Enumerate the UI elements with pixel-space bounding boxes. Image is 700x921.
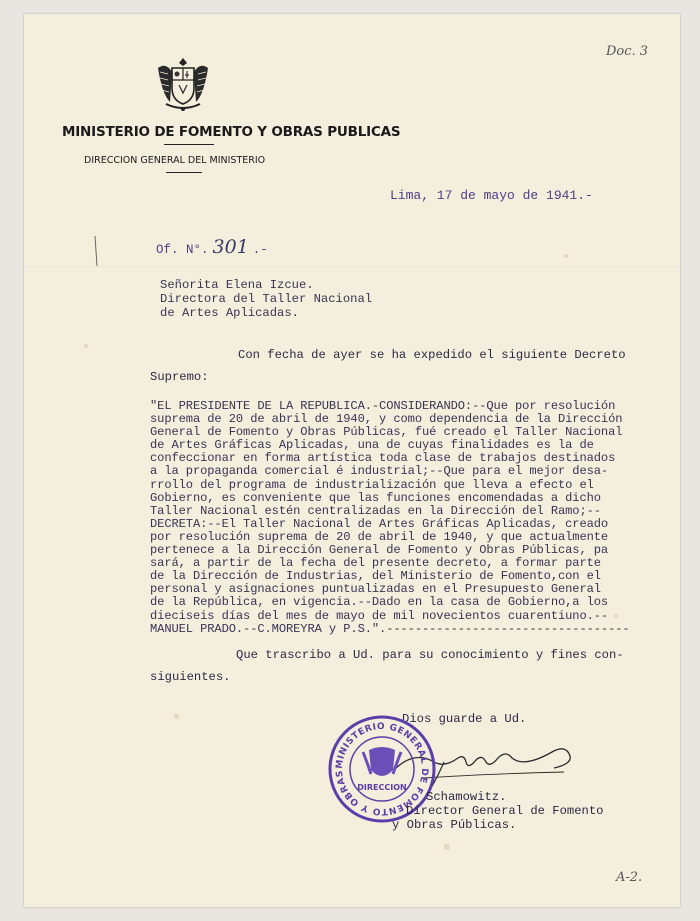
stamp-center-text: DIRECCION	[357, 783, 407, 792]
salutation: Dios guarde a Ud.	[402, 712, 527, 726]
foxing-spot	[564, 254, 568, 258]
directorate-name: DIRECCION GENERAL DEL MINISTERIO	[84, 155, 266, 166]
foxing-spot	[174, 714, 179, 719]
decree-line: a la propaganda comercial é industrial;--Que para el mejor desa-	[150, 464, 609, 479]
coat-of-arms-icon	[152, 54, 214, 116]
decree-line: General de Fomento y Obras Públicas, fué creado el Taller Nacional	[150, 425, 623, 440]
decree-line: rrollo del programa de industrialización que lleva a efecto el	[150, 477, 594, 492]
stamp-ring-text: MINISTERIO GENERAL DE FOMENTO Y OBRAS	[334, 721, 430, 817]
decree-line: MANUEL PRADO.--C.MOREYRA y P.S.".----------------------------------	[150, 621, 630, 636]
closing-line: siguientes.	[150, 670, 231, 684]
oficio-handwritten-number: 301	[212, 236, 249, 258]
foxing-spot	[84, 344, 88, 348]
decree-line: de la República, en vigencia.--Dado en la casa de Gobierno,a los	[150, 595, 609, 610]
oficio-suffix: .-	[252, 243, 268, 257]
decree-line: suprema de 20 de abril de 1940, y como dependencia de la Dirección	[150, 412, 623, 427]
oficio-number	[156, 236, 268, 258]
letterhead-divider	[166, 172, 202, 173]
closing-line: Que trascribo a Ud. para su conocimiento y fines con-	[236, 648, 624, 662]
decree-line: Gobierno, es conveniente que las funciones encomendadas a dicho	[150, 490, 601, 505]
recipient-line: de Artes Aplicadas.	[160, 306, 299, 320]
decree-line: de la Dirección de Industrias, del Ministerio de Fomento,con el	[150, 569, 601, 584]
decree-text	[150, 400, 670, 636]
decree-line: DECRETA:--El Taller Nacional de Artes Gráficas Aplicadas, creado	[150, 516, 609, 531]
decree-line: por resolución suprema de 20 de abril de 1940, y que actualmente	[150, 529, 609, 544]
recipient-line: Señorita Elena Izcue.	[160, 278, 314, 292]
intro-line: Con fecha de ayer se ha expedido el siguiente Decreto	[238, 348, 626, 362]
decree-line: de Artes Gráficas Aplicadas, una de cuyas finalidades es la de	[150, 438, 594, 453]
date-line: Lima, 17 de mayo de 1941.-	[390, 188, 593, 203]
decree-line: personal y asignaciones puntualizadas en el Presupuesto General	[150, 582, 601, 597]
signer-title: y Obras Públicas.	[392, 818, 517, 832]
decree-line: sará, a partir de la fecha del presente decreto, a formar parte	[150, 556, 601, 571]
document-reference-note: Doc. 3	[606, 44, 649, 59]
ministry-name: MINISTERIO DE FOMENTO Y OBRAS PUBLICAS	[62, 124, 401, 140]
decree-line: pertenece a la Dirección General de Fomento y Obras Públicas, pa	[150, 543, 609, 558]
decree-line: dieciseis días del mes de mayo de mil novecientos cuarentiuno.--	[150, 608, 609, 623]
letterhead-divider	[164, 144, 214, 145]
decree-line: "EL PRESIDENTE DE LA REPUBLICA.-CONSIDERANDO:--Que por resolución	[150, 399, 616, 413]
document-sheet	[24, 14, 680, 907]
margin-pencil-mark	[94, 236, 98, 266]
oficio-prefix: Of. N°.	[156, 243, 209, 257]
page-reference-note: A-2.	[616, 870, 643, 885]
decree-line: Taller Nacional estén centralizadas en la Dirección del Ramo;--	[150, 503, 601, 518]
signer-title: Director General de Fomento	[406, 804, 604, 818]
paper-fold	[24, 266, 680, 268]
decree-line: confeccionar en forma artística toda clase de trabajos destinados	[150, 451, 616, 466]
intro-line: Supremo:	[150, 370, 209, 384]
foxing-spot	[444, 844, 450, 850]
signer-name: Schamowitz.	[426, 790, 507, 804]
recipient-line: Directora del Taller Nacional	[160, 292, 373, 306]
